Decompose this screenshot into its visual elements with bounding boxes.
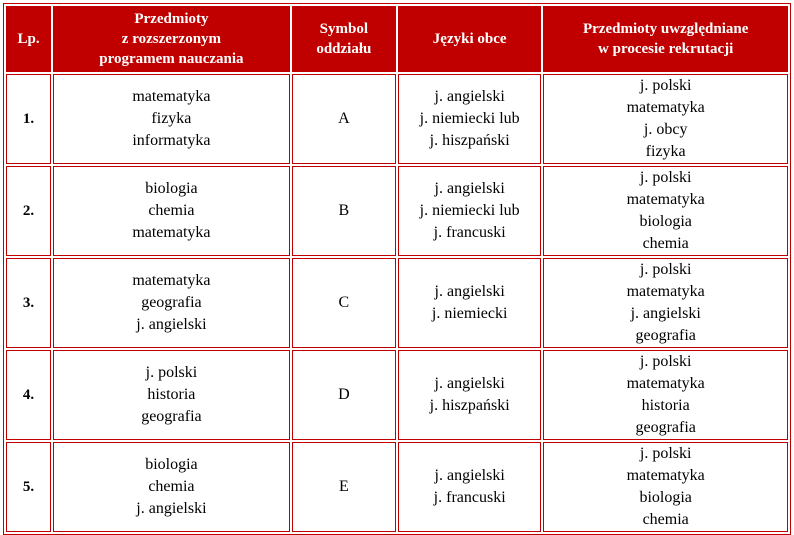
languages-cell <box>398 258 541 348</box>
row-number: 1. <box>6 74 51 164</box>
row-number: 5. <box>6 442 51 532</box>
header-jezyki: Języki obce <box>398 6 541 72</box>
language: j. hiszpański <box>429 397 510 414</box>
extended-subject: biologia <box>145 180 198 197</box>
row-number: 4. <box>6 350 51 440</box>
table-row <box>6 350 788 440</box>
table-row <box>6 74 788 164</box>
row-number: 2. <box>6 166 51 256</box>
recruitment-subject: j. polski <box>639 169 692 186</box>
recruitment-subject: chemia <box>642 511 689 528</box>
languages-cell <box>398 74 541 164</box>
language: j. niemiecki lub <box>419 202 520 219</box>
recruitment-subject: matematyka <box>626 467 705 484</box>
languages-cell <box>398 166 541 256</box>
header-symbol-line: Symbol <box>319 21 369 37</box>
recruitment-subject: j. angielski <box>630 305 701 322</box>
extended-subject: matematyka <box>132 224 211 241</box>
recruitment-subject: chemia <box>642 235 689 252</box>
recruitment-subject: biologia <box>639 489 692 506</box>
extended-subject: j. polski <box>145 364 198 381</box>
recruitment-subject: j. obcy <box>643 121 688 138</box>
header-rekrutacja-line: Przedmioty uwzględniane <box>582 21 749 37</box>
class-symbol: D <box>292 350 396 440</box>
recruitment-subjects-cell <box>543 350 788 440</box>
language: j. hiszpański <box>429 132 510 149</box>
class-profiles-table <box>3 3 791 535</box>
recruitment-subject: j. polski <box>639 353 692 370</box>
languages-cell <box>398 350 541 440</box>
header-row <box>6 6 788 72</box>
header-przedmioty-line: z rozszerzonym <box>121 31 222 47</box>
language: j. angielski <box>434 180 505 197</box>
recruitment-subject: j. polski <box>639 445 692 462</box>
table-row <box>6 258 788 348</box>
extended-subject: geografia <box>141 294 202 311</box>
recruitment-subject: j. polski <box>639 77 692 94</box>
extended-subjects-cell <box>53 166 290 256</box>
language: j. niemiecki lub <box>419 110 520 127</box>
recruitment-subject: biologia <box>639 213 692 230</box>
recruitment-subjects-cell <box>543 74 788 164</box>
recruitment-subject: matematyka <box>626 99 705 116</box>
recruitment-subjects-cell <box>543 442 788 532</box>
recruitment-subject: geografia <box>635 419 696 436</box>
table-container <box>3 3 791 535</box>
recruitment-subject: matematyka <box>626 375 705 392</box>
recruitment-subjects-cell <box>543 166 788 256</box>
extended-subject: biologia <box>145 456 198 473</box>
header-przedmioty <box>53 6 290 72</box>
languages-cell <box>398 442 541 532</box>
recruitment-subject: j. polski <box>639 261 692 278</box>
language: j. francuski <box>433 489 506 506</box>
extended-subjects-cell <box>53 74 290 164</box>
language: j. angielski <box>434 467 505 484</box>
language: j. niemiecki <box>431 305 508 322</box>
extended-subjects-cell <box>53 350 290 440</box>
extended-subject: fizyka <box>151 110 192 127</box>
recruitment-subject: matematyka <box>626 283 705 300</box>
header-rekrutacja <box>543 6 788 72</box>
table-row <box>6 442 788 532</box>
recruitment-subject: geografia <box>635 327 696 344</box>
header-symbol <box>292 6 396 72</box>
extended-subject: j. angielski <box>136 500 207 517</box>
class-symbol: B <box>292 166 396 256</box>
language: j. angielski <box>434 88 505 105</box>
language: j. angielski <box>434 283 505 300</box>
extended-subject: chemia <box>148 478 195 495</box>
header-przedmioty-line: programem nauczania <box>99 51 244 67</box>
extended-subject: chemia <box>148 202 195 219</box>
recruitment-subject: historia <box>641 397 690 414</box>
extended-subjects-cell <box>53 258 290 348</box>
language: j. francuski <box>433 224 506 241</box>
extended-subject: informatyka <box>132 132 211 149</box>
recruitment-subject: matematyka <box>626 191 705 208</box>
recruitment-subject: fizyka <box>645 143 686 160</box>
extended-subject: matematyka <box>132 272 211 289</box>
row-number: 3. <box>6 258 51 348</box>
header-lp: Lp. <box>6 6 51 72</box>
extended-subjects-cell <box>53 442 290 532</box>
class-symbol: E <box>292 442 396 532</box>
header-symbol-line: oddziału <box>316 41 372 57</box>
header-przedmioty-line: Przedmioty <box>134 11 209 27</box>
class-symbol: A <box>292 74 396 164</box>
language: j. angielski <box>434 375 505 392</box>
recruitment-subjects-cell <box>543 258 788 348</box>
header-rekrutacja-line: w procesie rekrutacji <box>598 41 734 57</box>
extended-subject: j. angielski <box>136 316 207 333</box>
table-body <box>6 74 788 532</box>
extended-subject: historia <box>147 386 196 403</box>
extended-subject: geografia <box>141 408 202 425</box>
table-row <box>6 166 788 256</box>
class-symbol: C <box>292 258 396 348</box>
extended-subject: matematyka <box>132 88 211 105</box>
